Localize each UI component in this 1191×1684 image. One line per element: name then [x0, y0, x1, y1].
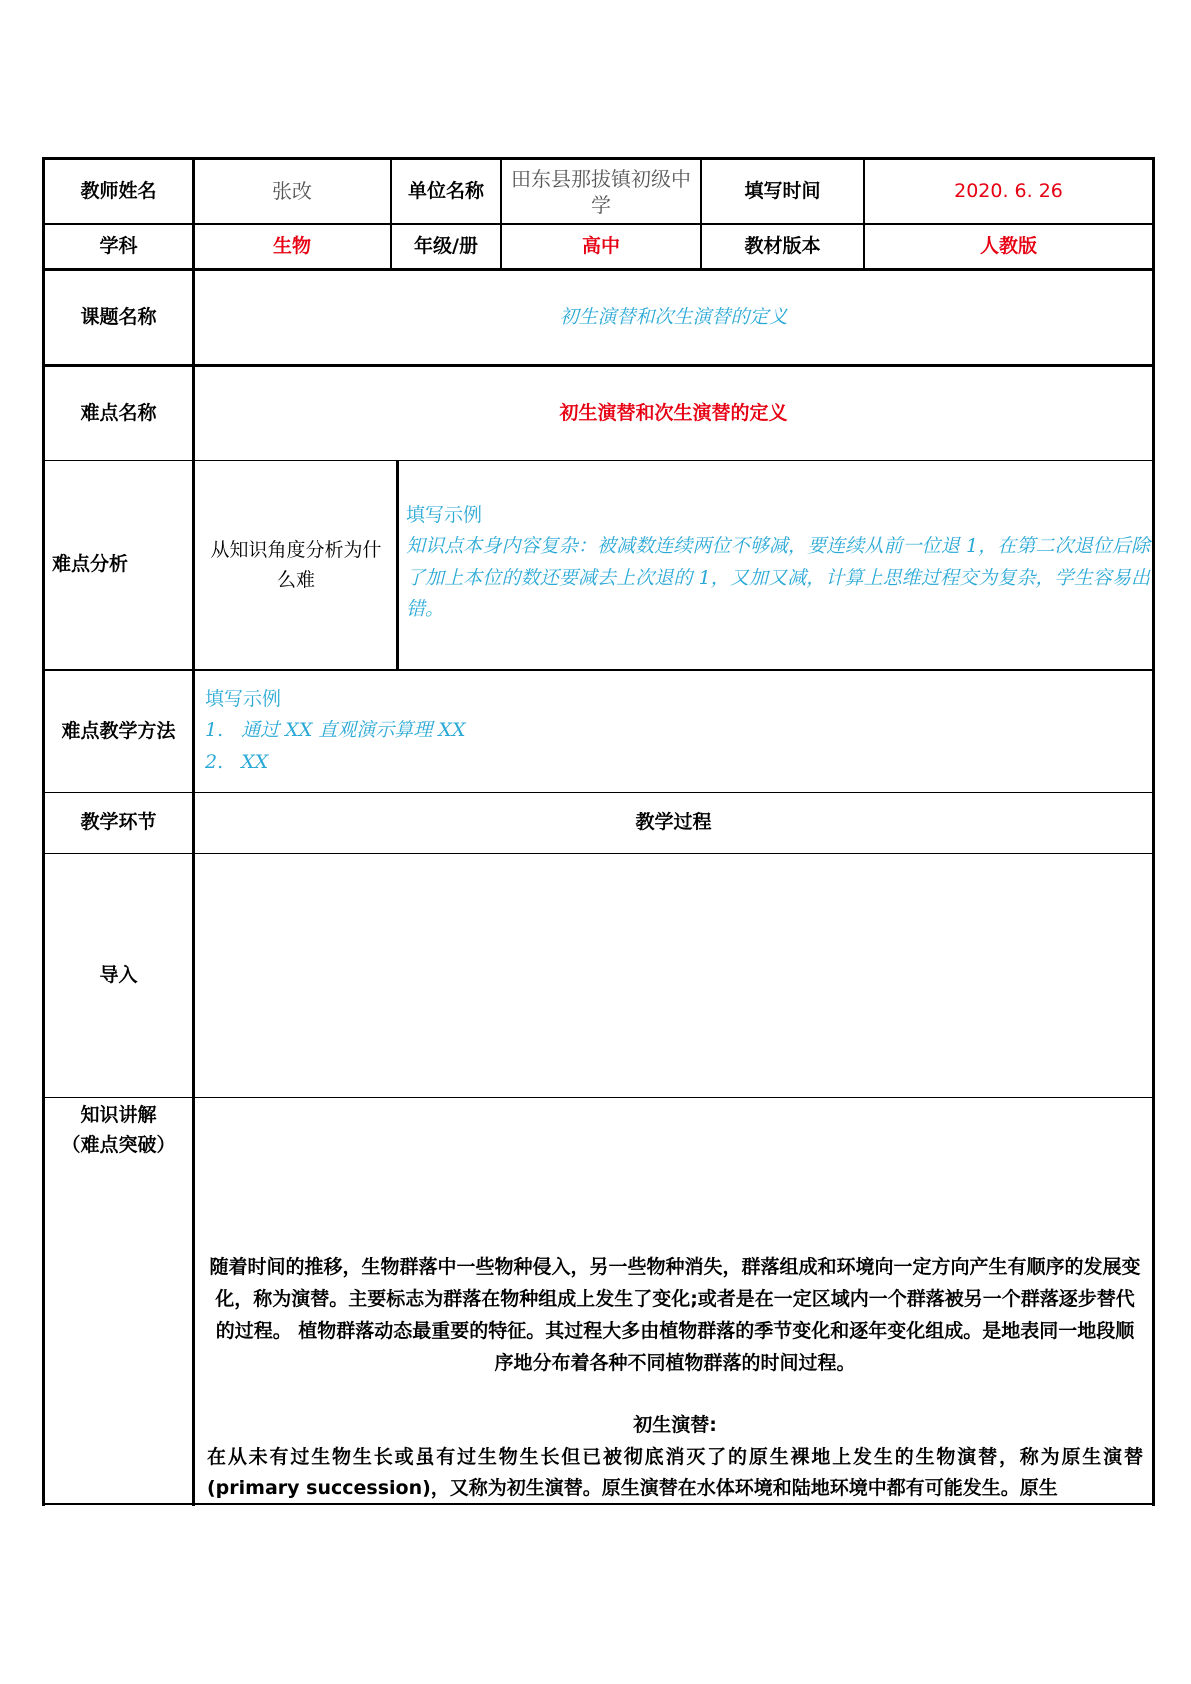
process-stage-label: 教学环节	[80, 811, 157, 834]
teacher-value: 张改	[272, 179, 312, 203]
intro-label: 导入	[99, 963, 138, 986]
analysis-example-title: 填写示例	[406, 504, 483, 526]
unit-label: 单位名称	[407, 179, 484, 202]
topic-label: 课题名称	[80, 305, 157, 328]
knowledge-paragraph-1: 随着时间的推移，生物群落中一些物种侵入，另一些物种消失，群落组成和环境向一定方向产生有顺序的发展变化，称为演替。主要标志为群落在物种组成上发生了变化;或者是在一定区域内一个群落被另一个群落逐步替代的过程。 植物群落动态最重要的特征。其过程大多由植物群落的季节变化和逐年变化组成。是地表同一地段顺序地分布着各种不同植物群落的时间过程。	[209, 1256, 1141, 1374]
method-example-title: 填写示例	[205, 688, 282, 710]
analysis-example-text: 知识点本身内容复杂：被减数连续两位不够减，要连续从前一位退 1，在第二次退位后除了加上本位的数还要减去上次退的 1，又加又减，计算上思维过程交为复杂，学生容易出错。	[406, 535, 1150, 621]
knowledge-paragraph-2: 在从未有过生物生长或虽有过生物生长但已被彻底消灭了的原生裸地上发生的生物演替，称为原生演替(primary succession)，又称为初生演替。原生演替在水体环境和陆地环境中都有可能发生。原生	[207, 1445, 1143, 1500]
table-border-right	[1152, 157, 1155, 1506]
analysis-example	[402, 500, 1150, 660]
knowledge-content	[207, 1252, 1143, 1502]
teacher-label: 教师姓名	[80, 179, 157, 202]
difficulty-label: 难点名称	[80, 401, 157, 424]
date-value: 2020. 6. 26	[954, 179, 1063, 202]
row-line-5	[42, 669, 1155, 671]
method-label: 难点教学方法	[61, 719, 176, 742]
grade-value: 高中	[581, 234, 620, 257]
intro-content	[195, 854, 1152, 1097]
method-item-2: 2. XX	[205, 750, 269, 773]
row-line-8	[42, 1097, 1155, 1098]
difficulty-value: 初生演替和次生演替的定义	[559, 401, 788, 424]
table-border-bottom	[42, 1503, 1155, 1505]
analysis-sub-label: 从知识角度分析为什么难	[210, 538, 382, 591]
knowledge-label	[45, 1100, 192, 1170]
topic-value: 初生演替和次生演替的定义	[559, 305, 788, 328]
subject-value: 生物	[272, 234, 311, 257]
edition-value: 人教版	[979, 234, 1037, 257]
subject-label: 学科	[99, 234, 138, 257]
method-content	[205, 684, 1145, 789]
knowledge-subtitle: 初生演替:	[633, 1413, 717, 1436]
date-label: 填写时间	[744, 179, 821, 202]
analysis-label: 难点分析	[52, 553, 129, 576]
analysis-divider	[396, 461, 399, 670]
process-header-value: 教学过程	[635, 811, 712, 834]
grade-label: 年级/册	[414, 234, 478, 257]
knowledge-spacer	[207, 1380, 1143, 1410]
method-item-1: 1. 通过 XX 直观演示算理 XX	[205, 719, 466, 742]
knowledge-label-line1: 知识讲解	[80, 1104, 157, 1126]
unit-value: 田东县那拔镇初级中学	[511, 166, 691, 217]
knowledge-label-line2: （难点突破）	[61, 1134, 176, 1157]
edition-label: 教材版本	[744, 234, 821, 257]
